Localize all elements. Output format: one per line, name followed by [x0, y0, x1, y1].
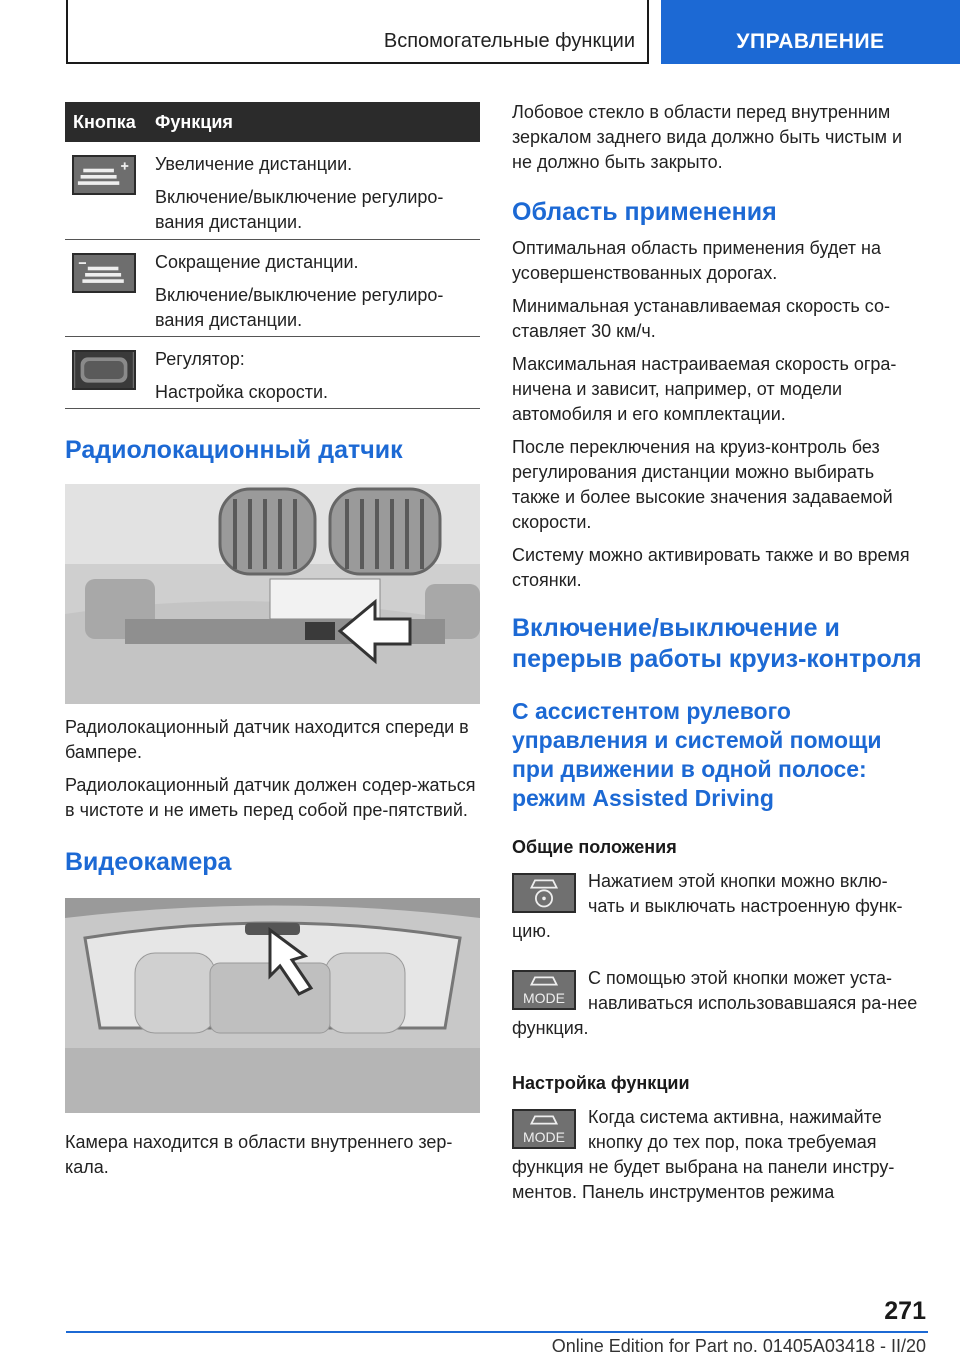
general-paragraph-1: Нажатием этой кнопки можно вклю-чать и выключать настроенную функ-цию.	[512, 871, 903, 941]
mode-button-icon	[512, 970, 576, 1010]
header-section-title: Вспомогательные функции	[383, 30, 635, 52]
radar-paragraph-1: Радиолокационный датчик находится спереди в бампере.	[65, 717, 469, 762]
col-function-header: Функция	[155, 111, 233, 132]
mode-label: MODE	[523, 990, 565, 1006]
header-section-box	[66, 0, 649, 64]
general-item-2	[512, 966, 922, 1049]
onoff-heading: Включение/выключение и перерыв работы круиз-контроля	[512, 614, 922, 673]
row-text-primary: Увеличение дистанции.	[155, 154, 353, 174]
general-paragraph-2: С помощью этой кнопки может уста-навливаться использовавшаяся ра-нее функция.	[512, 968, 918, 1038]
page-number: 271	[884, 1297, 926, 1325]
row-text-secondary: Включение/выключение регулиро-вания дистанции.	[155, 285, 444, 330]
area-paragraph-3: Максимальная настраиваемая скорость огра-ничена и зависит, например, от модели автомобиля и его комплектации.	[512, 354, 897, 424]
camera-heading: Видеокамера	[65, 848, 232, 876]
header-chapter-tab[interactable]	[661, 0, 960, 64]
camera-illustration	[65, 898, 480, 1113]
distance-decrease-icon	[72, 253, 136, 293]
row-text-secondary: Настройка скорости.	[155, 382, 329, 402]
right-column	[512, 102, 922, 1213]
mode-button-icon	[512, 1109, 576, 1149]
radar-heading: Радиолокационный датчик	[65, 436, 403, 464]
assisted-driving-heading: С ассистентом рулевого управления и системой помощи при движении в одной полосе: режим Assisted Driving	[512, 698, 882, 811]
area-paragraph-5: Систему можно активировать также и во время стоянки.	[512, 545, 910, 590]
area-paragraph-1: Оптимальная область применения будет на усовершенствованных дорогах.	[512, 238, 881, 283]
steering-assist-button-icon	[512, 873, 576, 913]
table-row	[65, 142, 480, 240]
row-text-primary: Регулятор:	[155, 349, 245, 369]
general-heading: Общие положения	[512, 837, 677, 857]
row-text-primary: Сокращение дистанции.	[155, 252, 359, 272]
footer-edition: Online Edition for Part no. 01405A03418 - II/20	[551, 1336, 926, 1356]
table-row	[65, 240, 480, 337]
table-row	[65, 337, 480, 409]
footer-divider	[66, 1331, 928, 1333]
mode-label: MODE	[523, 1129, 565, 1145]
row-text-secondary: Включение/выключение регулиро-вания дистанции.	[155, 187, 444, 232]
general-item-1	[512, 869, 922, 952]
left-column	[65, 102, 480, 1188]
header-chapter-title: УПРАВЛЕНИЕ	[736, 30, 885, 53]
distance-increase-icon	[72, 155, 136, 195]
setup-paragraph: Когда система активна, нажимайте кнопку до тех пор, пока требуемая функция не будет выбрана на панели инстру-ментов. Панель инструментов режима	[512, 1107, 895, 1202]
area-paragraph-2: Минимальная устанавливаемая скорость со-ставляет 30 км/ч.	[512, 296, 890, 341]
area-heading: Область применения	[512, 198, 777, 226]
area-paragraph-4: После переключения на круиз-контроль без регулирования дистанции можно выбирать также и более высокие значения задаваемой скорости.	[512, 437, 893, 532]
radar-sensor-illustration	[65, 484, 480, 704]
setup-heading: Настройка функции	[512, 1073, 690, 1093]
windshield-paragraph: Лобовое стекло в области перед внутренним зеркалом заднего вида должно быть чистым и не должно быть закрыто.	[512, 102, 903, 172]
camera-paragraph: Камера находится в области внутреннего зер-кала.	[65, 1132, 453, 1177]
table-header	[65, 102, 480, 142]
radar-paragraph-2: Радиолокационный датчик должен содер-жаться в чистоте и не иметь перед собой пре-пятствий.	[65, 775, 476, 820]
setup-item	[512, 1105, 922, 1213]
rocker-switch-icon	[72, 350, 136, 390]
col-button-header: Кнопка	[73, 111, 136, 132]
